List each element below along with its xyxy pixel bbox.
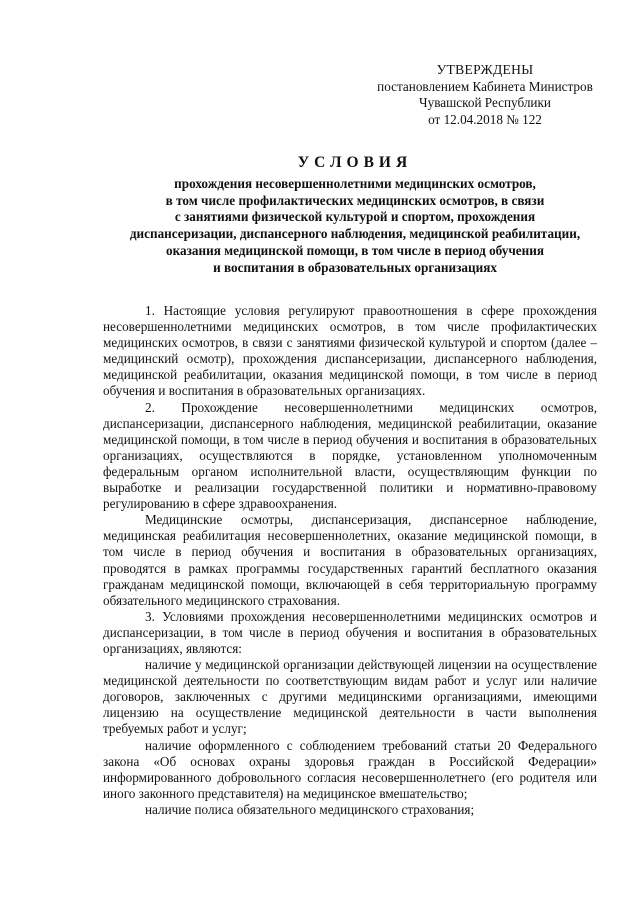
paragraph-1: 1. Настоящие условия регулируют правоотношения в сфере прохождения несовершеннолетними медицинских осмотров, в том числе профилактических медицинских осмотров, в связи с занятиями физической культурой и спортом (далее – медицинский осмотр), прохождения диспансеризации, диспансерного наблюдения, медицинской реабилитации, оказания медицинской помощи, в том числе в период обучения и воспитания в образовательных организациях. [103,303,597,399]
paragraph-2-continued: Медицинские осмотры, диспансеризация, диспансерное наблюдение, медицинская реабилитация несовершеннолетних, оказание медицинской помощи, в том числе в период обучения и воспитания в образовательных организациях, проводятся в рамках программы государственных гарантий бесплатного оказания гражданам медицинской помощи, включающей в себя территориальную программу обязательного медицинского страхования. [103,512,597,608]
paragraph-3: 3. Условиями прохождения несовершеннолетними медицинских осмотров и диспансеризации, в том числе в период обучения и воспитания в образовательных организациях, являются: [103,608,597,656]
title-line: диспансеризации, диспансерного наблюдения, медицинской реабилитации, [129,226,581,242]
title-line: с занятиями физической культурой и спортом, прохождения [174,209,536,225]
title-line: оказания медицинской помощи, в том числе в период обучения [166,242,544,258]
title-line: и воспитания в образовательных организациях [213,259,497,275]
document-title [95,154,615,276]
title-heading: УСЛОВИЯ [297,154,413,171]
condition-insurance-policy: наличие полиса обязательного медицинского страхования; [145,801,475,817]
approval-line-3: от 12.04.2018 № 122 [428,111,542,127]
approval-line-1: постановлением Кабинета Министров [377,78,593,94]
paragraph-2: 2. Прохождение несовершеннолетними медицинских осмотров, диспансеризации, диспансерного наблюдения, медицинской реабилитации, оказание медицинской помощи, в том числе в период обучения и воспитания в образовательных организациях, осуществляются в порядке, установленном уполномоченным федеральным органом исполнительной власти, осуществляющим функции по выработке и реализации государственной политики и нормативно-правовому регулированию в сфере здравоохранения. [103,399,597,512]
condition-license: наличие у медицинской организации действующей лицензии на осуществление медицинской деятельности по соответствующим видам работ и услуг или наличие договоров, заключенных с другими медицинскими организациями, имеющими лицензию на осуществление медицинской деятельности в части выполнения требуемых работ и услуг; [103,657,597,737]
approval-heading: УТВЕРЖДЕНЫ [436,62,534,77]
title-line: прохождения несовершеннолетними медицинских осмотров, [174,176,536,191]
document-body [103,303,597,818]
condition-consent: наличие оформленного с соблюдением требований статьи 20 Федерального закона «Об основах охраны здоровья граждан в Российской Федерации» информированного добровольного согласия несовершеннолетнего (его родителя или иного законного представителя) на медицинское вмешательство; [103,737,597,801]
title-line: в том числе профилактических медицинских осмотров, в связи [165,192,545,208]
approval-stamp [360,62,610,128]
approval-line-2: Чувашской Республики [419,95,551,110]
